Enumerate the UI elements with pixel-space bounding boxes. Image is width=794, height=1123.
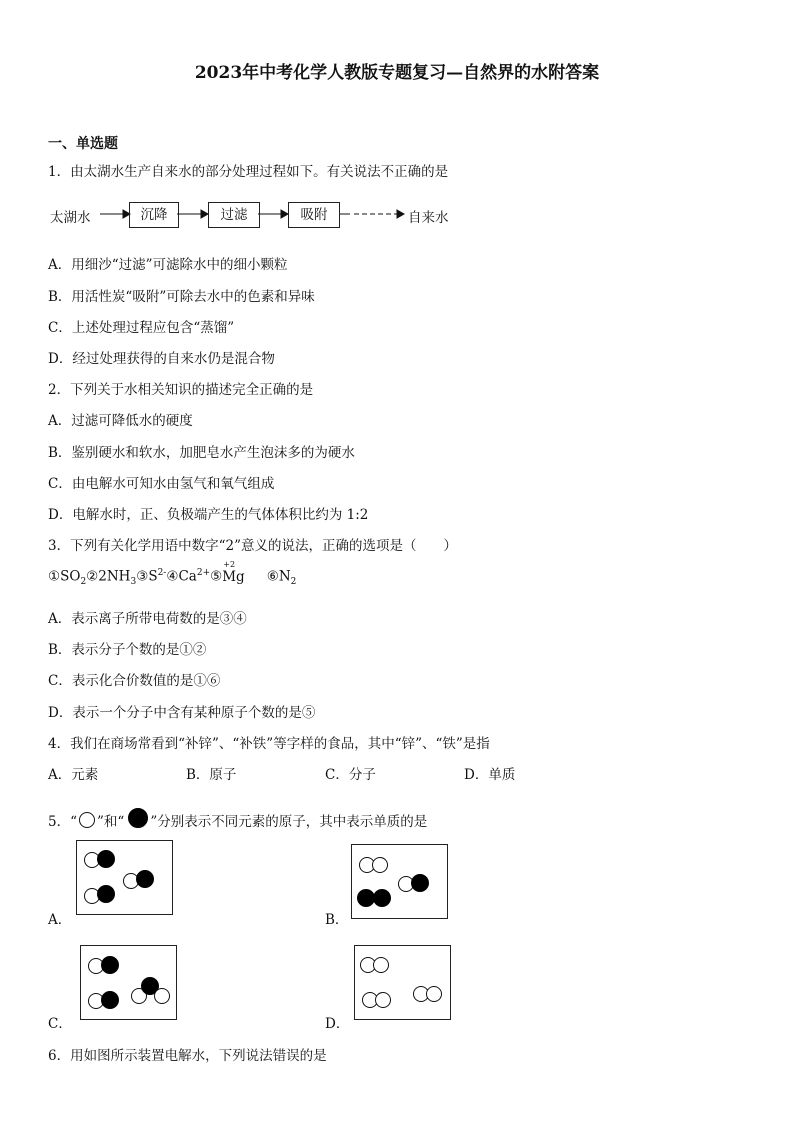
formula-2-num: ②: [86, 568, 99, 585]
formula-6-sub: 2: [290, 577, 297, 588]
black-atom-icon: [101, 956, 119, 974]
formula-3-num: ③: [136, 568, 149, 585]
q2-option-c: C．由电解水可知水由氢气和氧气组成: [48, 476, 275, 492]
formula-1-num: ①: [48, 568, 61, 585]
black-atom-icon: [411, 874, 429, 892]
white-atom-icon: [154, 988, 170, 1004]
formula-5: Mg: [222, 568, 245, 585]
black-atom-icon: [128, 808, 148, 828]
q4-option-c: C．分子: [325, 767, 376, 783]
q5-label-b: B．: [325, 912, 349, 928]
formula-4-sup: 2+: [196, 568, 211, 578]
q5-text-2: ”和“: [97, 814, 125, 830]
formula-2: 2NH: [98, 568, 131, 585]
q1-option-d: D．经过处理获得的自来水仍是混合物: [48, 351, 275, 367]
q3-option-b: B．表示分子个数的是①②: [48, 642, 207, 658]
formula-4: Ca: [178, 568, 197, 585]
flow-source: 太湖水: [50, 210, 91, 226]
formula-3-sup: 2-: [157, 568, 167, 578]
q3-option-d: D．表示一个分子中含有某种原子个数的是⑤: [48, 705, 316, 721]
formula-3: S: [148, 568, 158, 585]
q1-option-c: C．上述处理过程应包含“蒸馏”: [48, 320, 235, 336]
q5-text-3: ”分别表示不同元素的原子，其中表示单质的是: [150, 814, 428, 830]
formula-5-valence: +2: [223, 559, 236, 569]
white-atom-icon: [375, 992, 391, 1008]
white-atom-icon: [373, 957, 389, 973]
formula-4-num: ④: [166, 568, 179, 585]
q4-option-a: A．元素: [48, 767, 99, 783]
q6-stem: 6．用如图所示装置电解水，下列说法错误的是: [48, 1048, 327, 1064]
formula-5-num: ⑤: [210, 568, 223, 585]
q5-diagram-a: [76, 840, 173, 915]
black-atom-icon: [373, 889, 391, 907]
q4-option-b: B．原子: [186, 767, 237, 783]
black-atom-icon: [136, 870, 154, 888]
q3-option-a: A．表示离子所带电荷数的是③④: [48, 611, 247, 627]
q2-option-d: D．电解水时，正、负极端产生的气体体积比约为 1:2: [48, 507, 369, 523]
flow-step-filtering: 过滤: [208, 202, 260, 228]
flow-step-settling: 沉降: [129, 202, 179, 228]
q3-formulas: [48, 559, 297, 588]
q4-option-d: D．单质: [464, 767, 516, 783]
black-atom-icon: [101, 991, 119, 1009]
flow-arrows: [50, 202, 470, 228]
flow-product: 自来水: [408, 210, 449, 226]
q2-option-a: A．过滤可降低水的硬度: [48, 413, 193, 429]
q3-stem: 3．下列有关化学用语中数字“2”意义的说法，正确的选项是（ ）: [48, 538, 457, 554]
formula-6: N: [278, 568, 291, 585]
q5-label-c: C．: [48, 1016, 72, 1032]
q1-stem: 1．由太湖水生产自来水的部分处理过程如下。有关说法不正确的是: [48, 164, 449, 180]
q2-option-b: B．鉴别硬水和软水，加肥皂水产生泡沫多的为硬水: [48, 445, 355, 461]
flow-step-adsorption: 吸附: [288, 202, 340, 228]
q5-diagram-d: [354, 945, 451, 1020]
q3-option-c: C．表示化合价数值的是①⑥: [48, 673, 221, 689]
q5-diagram-c: [80, 945, 177, 1020]
q5-stem: [48, 810, 427, 830]
formula-5-wrap: [222, 559, 245, 585]
q5-diagram-b: [351, 844, 448, 919]
white-atom-icon: [372, 857, 388, 873]
black-atom-icon: [97, 885, 115, 903]
section-heading: 一、单选题: [48, 136, 118, 152]
black-atom-icon: [97, 850, 115, 868]
q5-text-1: 5．“: [48, 814, 77, 830]
formula-1-sub: 2: [80, 577, 87, 588]
q1-option-b: B．用活性炭“吸附”可除去水中的色素和异味: [48, 289, 315, 305]
page-title: 2023年中考化学人教版专题复习—自然界的水附答案: [194, 63, 600, 83]
q2-stem: 2．下列关于水相关知识的描述完全正确的是: [48, 382, 314, 398]
formula-1: SO: [60, 568, 81, 585]
white-atom-icon: [426, 986, 442, 1002]
white-atom-icon: [79, 812, 95, 828]
formula-6-num: ⑥: [266, 568, 279, 585]
q1-flowchart: [50, 202, 470, 228]
q5-label-d: D．: [325, 1016, 350, 1032]
q5-label-a: A．: [48, 912, 72, 928]
q4-stem: 4．我们在商场常看到“补锌”、“补铁”等字样的食品，其中“锌”、“铁”是指: [48, 736, 490, 752]
q1-option-a: A．用细沙“过滤”可滤除水中的细小颗粒: [48, 257, 288, 273]
formula-2-sub: 3: [130, 577, 137, 588]
